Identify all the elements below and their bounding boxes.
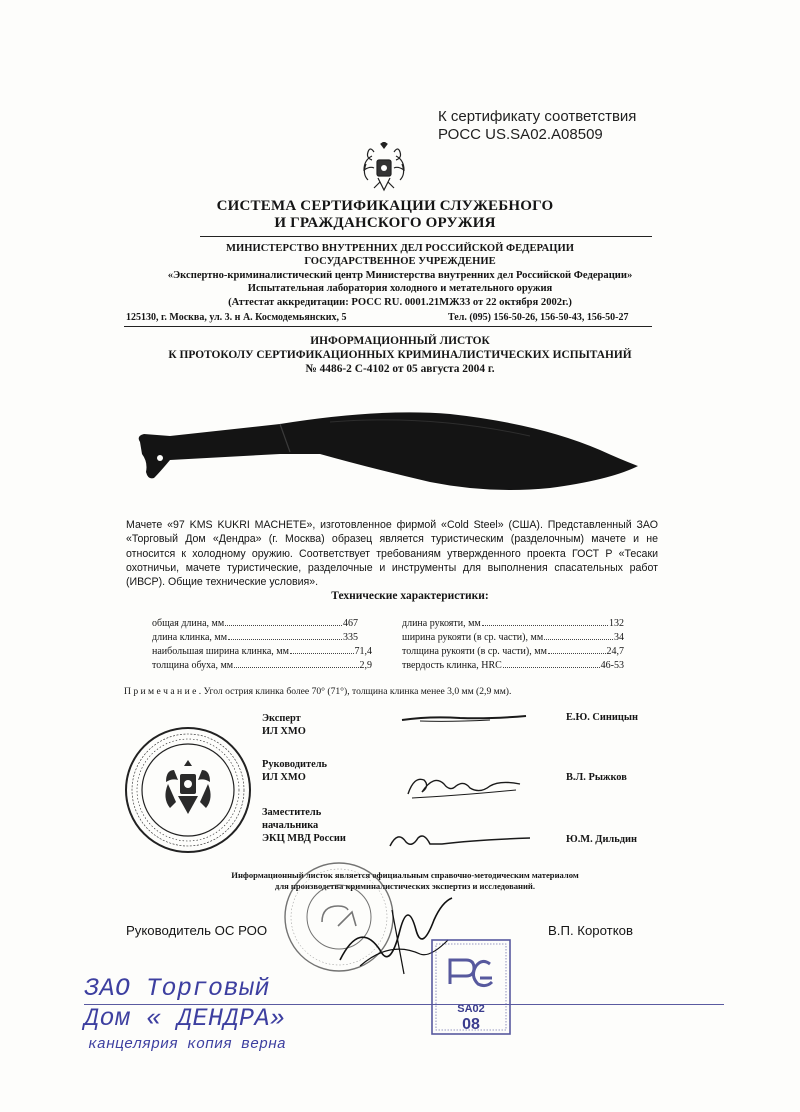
signatory-name: В.Л. Рыжков <box>566 772 627 783</box>
product-description: Мачете «97 KMS KUKRI MACHETE», изготовленное фирмой «Cold Steel» (США). Представленный ЗАО «Торговый Дом «Дендра» (г. Москва) образец является туристическим (разделочным) мачете и не относится к холодному оружию. Соответствует требованиям утвержденного проекта ГОСТ Р «Тесаки охотничьи, мачете туристические, разделочные и инструменты для выполнения спасательных работ (ИВСР). Общие технические условия». <box>126 519 658 589</box>
ministry-name: МИНИСТЕРСТВО ВНУТРЕННИХ ДЕЛ РОССИЙСКОЙ ФЕДЕРАЦИИ <box>226 243 574 254</box>
signature-deputy <box>384 826 534 854</box>
copy-stamp-note: канцелярия копия верна <box>88 1036 287 1053</box>
spec-row <box>402 660 624 671</box>
spec-row <box>152 646 372 657</box>
round-seal-icon <box>122 724 254 856</box>
signatory-head-label <box>262 758 327 784</box>
footnote-line1: Информационный листок является официальным справочно-методическим материалом <box>231 870 579 880</box>
spec-value: 335 <box>343 632 358 643</box>
specs-title: Технические характеристики: <box>331 590 489 602</box>
spec-label: ширина рукояти (в ср. части), мм <box>402 632 544 643</box>
spec-label: наибольшая ширина клинка, мм <box>152 646 289 657</box>
copy-stamp-company: ЗАО Торговый <box>84 974 271 1003</box>
signatory-org: ЭКЦ МВД России <box>262 833 346 844</box>
spec-label: толщина рукояти (в ср. части), мм <box>402 646 547 657</box>
stamp-code: SA02 <box>457 1003 485 1015</box>
spec-label: общая длина, мм <box>152 618 225 629</box>
spec-value: 24,7 <box>606 646 624 657</box>
title-divider <box>200 236 652 237</box>
spec-label: толщина обуха, мм <box>152 660 234 671</box>
certificate-reference-number: РОСС US.SA02.A08509 <box>438 126 603 143</box>
spec-label: длина рукояти, мм <box>402 618 481 629</box>
signatory-role: Эксперт <box>262 713 301 724</box>
certificate-reference <box>438 108 738 144</box>
copy-stamp-company-name: Дом « ДЕНДРА» <box>84 1004 286 1033</box>
main-signatory-label: Руководитель ОС РОО <box>126 923 268 938</box>
organization-block <box>110 242 690 309</box>
signatory-role: Заместитель <box>262 807 322 818</box>
info-sheet-subtitle: К ПРОТОКОЛУ СЕРТИФИКАЦИОННЫХ КРИМИНАЛИСТИЧЕСКИХ ИСПЫТАНИЙ <box>168 349 632 361</box>
signatory-name: Ю.М. Дильдин <box>566 834 637 845</box>
signatory-role: Руководитель <box>262 759 328 770</box>
main-signatory-name: В.П. Коротков <box>548 923 633 938</box>
accreditation: (Аттестат аккредитации: РОСС RU. 0001.21МЖ33 от 22 октября 2002г.) <box>228 296 572 308</box>
signature-expert <box>400 708 530 728</box>
organization-divider <box>124 326 652 327</box>
system-title <box>140 198 630 232</box>
spec-value: 132 <box>609 618 624 629</box>
system-title-line1: СИСТЕМА СЕРТИФИКАЦИИ СЛУЖЕБНОГО <box>216 198 554 214</box>
signatory-dept: ИЛ ХМО <box>262 726 306 737</box>
coat-of-arms-icon <box>360 142 408 194</box>
info-sheet-title: ИНФОРМАЦИОННЫЙ ЛИСТОК <box>310 335 490 347</box>
organization-phone: Тел. (095) 156-50-26, 156-50-43, 156-50-27 <box>448 312 629 323</box>
institution-type: ГОСУДАРСТВЕННОЕ УЧРЕЖДЕНИЕ <box>304 256 496 268</box>
system-title-line2: И ГРАЖДАНСКОГО ОРУЖИЯ <box>274 215 496 231</box>
spec-label: длина клинка, мм <box>152 632 228 643</box>
protocol-number: № 4486-2 С-4102 от 05 августа 2004 г. <box>305 363 495 375</box>
footnote <box>190 870 620 892</box>
info-sheet-header <box>110 334 690 376</box>
organization-address: 125130, г. Москва, ул. 3. н А. Космодемьянских, 5 <box>126 312 347 323</box>
spec-value: 34 <box>614 632 624 643</box>
institution-name: «Экспертно-криминалистический центр Министерства внутренних дел Российской Федерации» <box>167 269 633 281</box>
note: П р и м е ч а н и е . Угол острия клинка более 70° (71°), толщина клинка менее 3,0 мм (2,9 мм). <box>124 686 512 697</box>
certificate-reference-line1: К сертификату соответствия <box>438 108 637 125</box>
signatory-name: Е.Ю. Синицын <box>566 712 638 723</box>
spec-row <box>152 632 358 643</box>
spec-value: 71,4 <box>354 646 372 657</box>
footnote-line2: для производства криминалистических экспертиз и исследований. <box>274 881 536 891</box>
signatory-dept: начальника <box>262 820 319 831</box>
signatory-expert-label <box>262 712 306 738</box>
signatory-dept: ИЛ ХМО <box>262 772 306 783</box>
spec-value: 467 <box>343 618 358 629</box>
laboratory-name: Испытательная лаборатория холодного и метательного оружия <box>247 283 553 295</box>
spec-row <box>402 618 624 629</box>
spec-row <box>402 632 624 643</box>
signature-head <box>404 770 524 804</box>
spec-row <box>152 660 372 671</box>
stamp-number: 08 <box>462 1016 480 1033</box>
copy-stamp <box>84 974 504 1056</box>
signatory-deputy-label <box>262 806 346 845</box>
spec-row <box>152 618 358 629</box>
spec-value: 2,9 <box>359 660 372 671</box>
spec-value: 46-53 <box>600 660 624 671</box>
spec-row <box>402 646 624 657</box>
kukri-machete-image <box>130 402 650 502</box>
spec-label: твердость клинка, HRC <box>402 660 502 671</box>
